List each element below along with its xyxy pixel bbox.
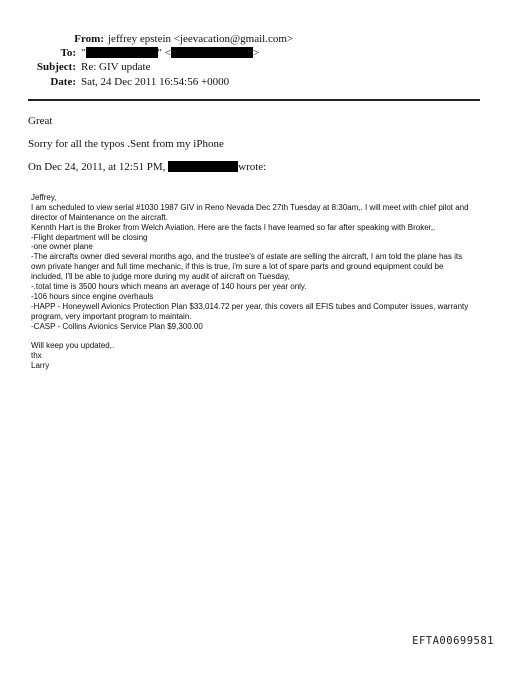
quoted-line: -Flight department will be closing [31, 232, 148, 242]
quoted-line: -CASP - Collins Avionics Service Plan $9,300.00 [31, 321, 203, 331]
to-value [81, 47, 259, 60]
date-value: Sat, 24 Dec 2011 16:54:56 +0000 [81, 76, 230, 88]
document-id: EFTA00699581 [412, 635, 494, 647]
closing-signature: Larry [31, 361, 50, 371]
to-label: To: [60, 47, 76, 59]
redaction-bar [86, 47, 158, 58]
reply-attribution [28, 161, 266, 174]
closing-line: thx [31, 351, 42, 361]
quoted-line: -.total time is 3500 hours which means an average of 140 hours per year only. [31, 282, 307, 292]
quoted-line: Jeffrey, [31, 193, 57, 202]
quoted-line: I am scheduled to view serial #1030 1987 GIV in Reno Nevada Dec 27th Tuesday at 8:30am,. I will meet with chief pilot and [31, 202, 469, 212]
quoted-line: included, I'll be able to judge more during my audit of aircraft on Tuesday, [31, 272, 290, 282]
quoted-message [31, 193, 491, 371]
quoted-line: -one owner plane [31, 242, 93, 252]
quoted-line: Kennth Hart is the Broker from Welch Aviation. Here are the facts I have learned so far after speaking with Broker,. [31, 222, 436, 232]
from-value: jeffrey epstein <jeevacation@gmail.com> [108, 33, 294, 45]
subject-value: Re: GIV update [81, 61, 151, 73]
reply-greeting: Great [28, 115, 53, 127]
redaction-bar [168, 161, 238, 172]
from-label: From: [74, 33, 104, 45]
quoted-line: -106 hours since engine overhauls [31, 291, 154, 301]
quoted-line: own private hanger and full time mechanic, if this is true, i'm sure a lot of spare parts and ground equipment could be [31, 262, 444, 272]
to-close: > [252, 47, 260, 59]
date-label: Date: [50, 76, 76, 88]
quoted-line: director of Maintenance on the aircraft. [31, 212, 168, 222]
to-mid: " < [157, 47, 171, 59]
reply-line: Sorry for all the typos .Sent from my iPhone [28, 138, 224, 150]
quoted-line: program, very important program to maintain. [31, 311, 192, 321]
attribution-prefix: On Dec 24, 2011, at 12:51 PM, [28, 161, 166, 173]
subject-label: Subject: [36, 61, 76, 73]
header-divider [28, 99, 480, 101]
to-open-quote: " [81, 47, 86, 59]
attribution-suffix: wrote: [238, 161, 267, 173]
quoted-spacer [31, 331, 491, 341]
redaction-bar [171, 47, 253, 58]
quoted-line: -HAPP - Honeywell Avionics Protection Plan $33,014.72 per year, this covers all EFIS tubes and Computer issues, warranty [31, 301, 469, 311]
quoted-line: -The aircrafts owner died several months ago, and the trustee's of estate are selling the aircraft, I am told the plane has its [31, 252, 463, 262]
closing-line: Will keep you updated,. [31, 341, 115, 351]
